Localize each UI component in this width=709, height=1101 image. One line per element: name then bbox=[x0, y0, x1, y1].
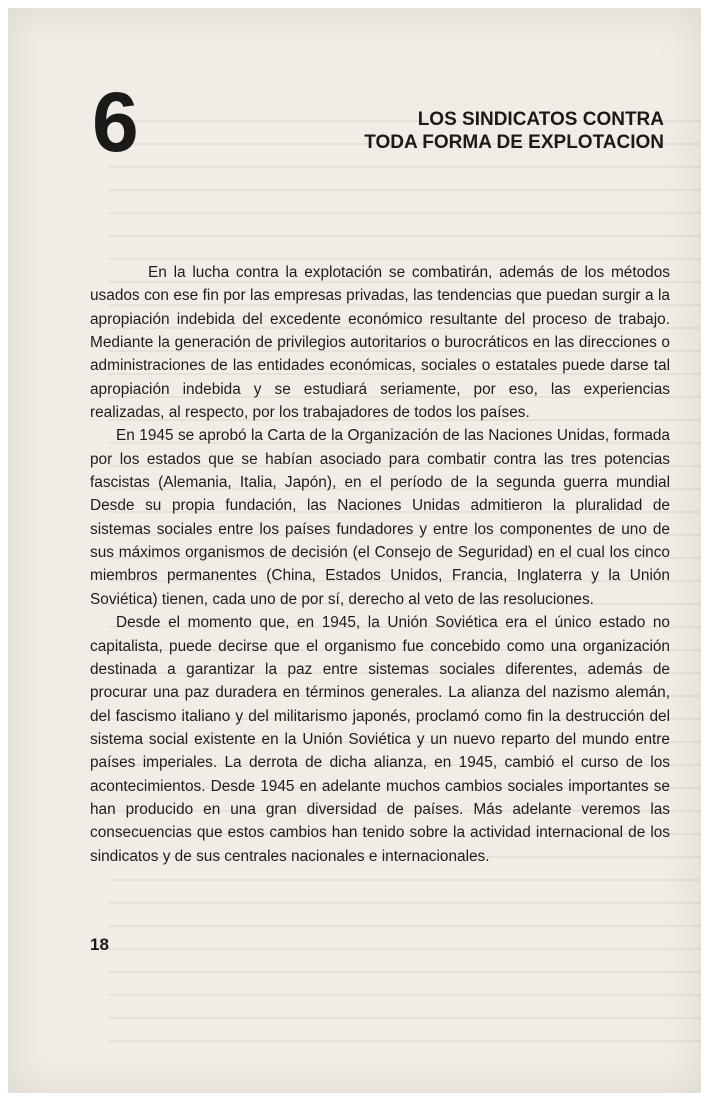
chapter-title-line-2: TODA FORMA DE EXPLOTACION bbox=[364, 132, 664, 153]
chapter-title-line-1: LOS SINDICATOS CONTRA bbox=[417, 109, 664, 130]
paragraph-2: En 1945 se aprobó la Carta de la Organización de las Naciones Unidas, formada por los estados que se habían asociado para combatir contra las tres potencias fascistas (Alemania, Italia, Japón), en el período de la segunda guerra mundial Desde su propia fundación, las Naciones Unidas admitieron la pluralidad de sistemas sociales entre los países fundadores y entre los componentes de uno de sus máximos organismos de decisión (el Consejo de Seguridad) en el cual los cinco miembros permanentes (China, Estados Unidos, Francia, Inglaterra y la Unión Soviética) tienen, cada uno de por sí, derecho al veto de las resoluciones. bbox=[90, 427, 670, 608]
chapter-body bbox=[90, 261, 670, 868]
book-page bbox=[8, 8, 701, 1093]
paragraph-1: En la lucha contra la explotación se combatirán, además de los métodos usados con ese fin por las empresas privadas, las tendencias que puedan surgir a la apropiación indebida del excedente económico resultante del proceso de trabajo. Mediante la generación de privilegios autoritarios o burocráticos en las direcciones o administraciones de las entidades económicas, sociales o estatales puede darse tal apropiación indebida y se estudiará seriamente, por eso, las experiencias realizadas, al respecto, por los trabajadores de todos los países. bbox=[90, 264, 670, 422]
chapter-number: 6 bbox=[92, 75, 137, 169]
page-number: 18 bbox=[90, 935, 109, 954]
chapter-title bbox=[364, 108, 664, 154]
paragraph-3: Desde el momento que, en 1945, la Unión Soviética era el único estado no capitalista, puede decirse que el organismo fue concebido como una organización destinada a garantizar la paz entre sistemas sociales diferentes, además de procurar una paz duradera en términos generales. La alianza del nazismo alemán, del fascismo italiano y del militarismo japonés, proclamó como fin la destrucción del sistema social existente en la Unión Soviética y un nuevo reparto del mundo entre países imperiales. La derrota de dicha alianza, en 1945, cambió el curso de los acontecimientos. Desde 1945 en adelante muchos cambios sociales importantes se han producido en una gran diversidad de países. Más adelante veremos las consecuencias que estos cambios han tenido sobre la actividad internacional de los sindicatos y de sus centrales nacionales e internacionales. bbox=[90, 614, 670, 865]
